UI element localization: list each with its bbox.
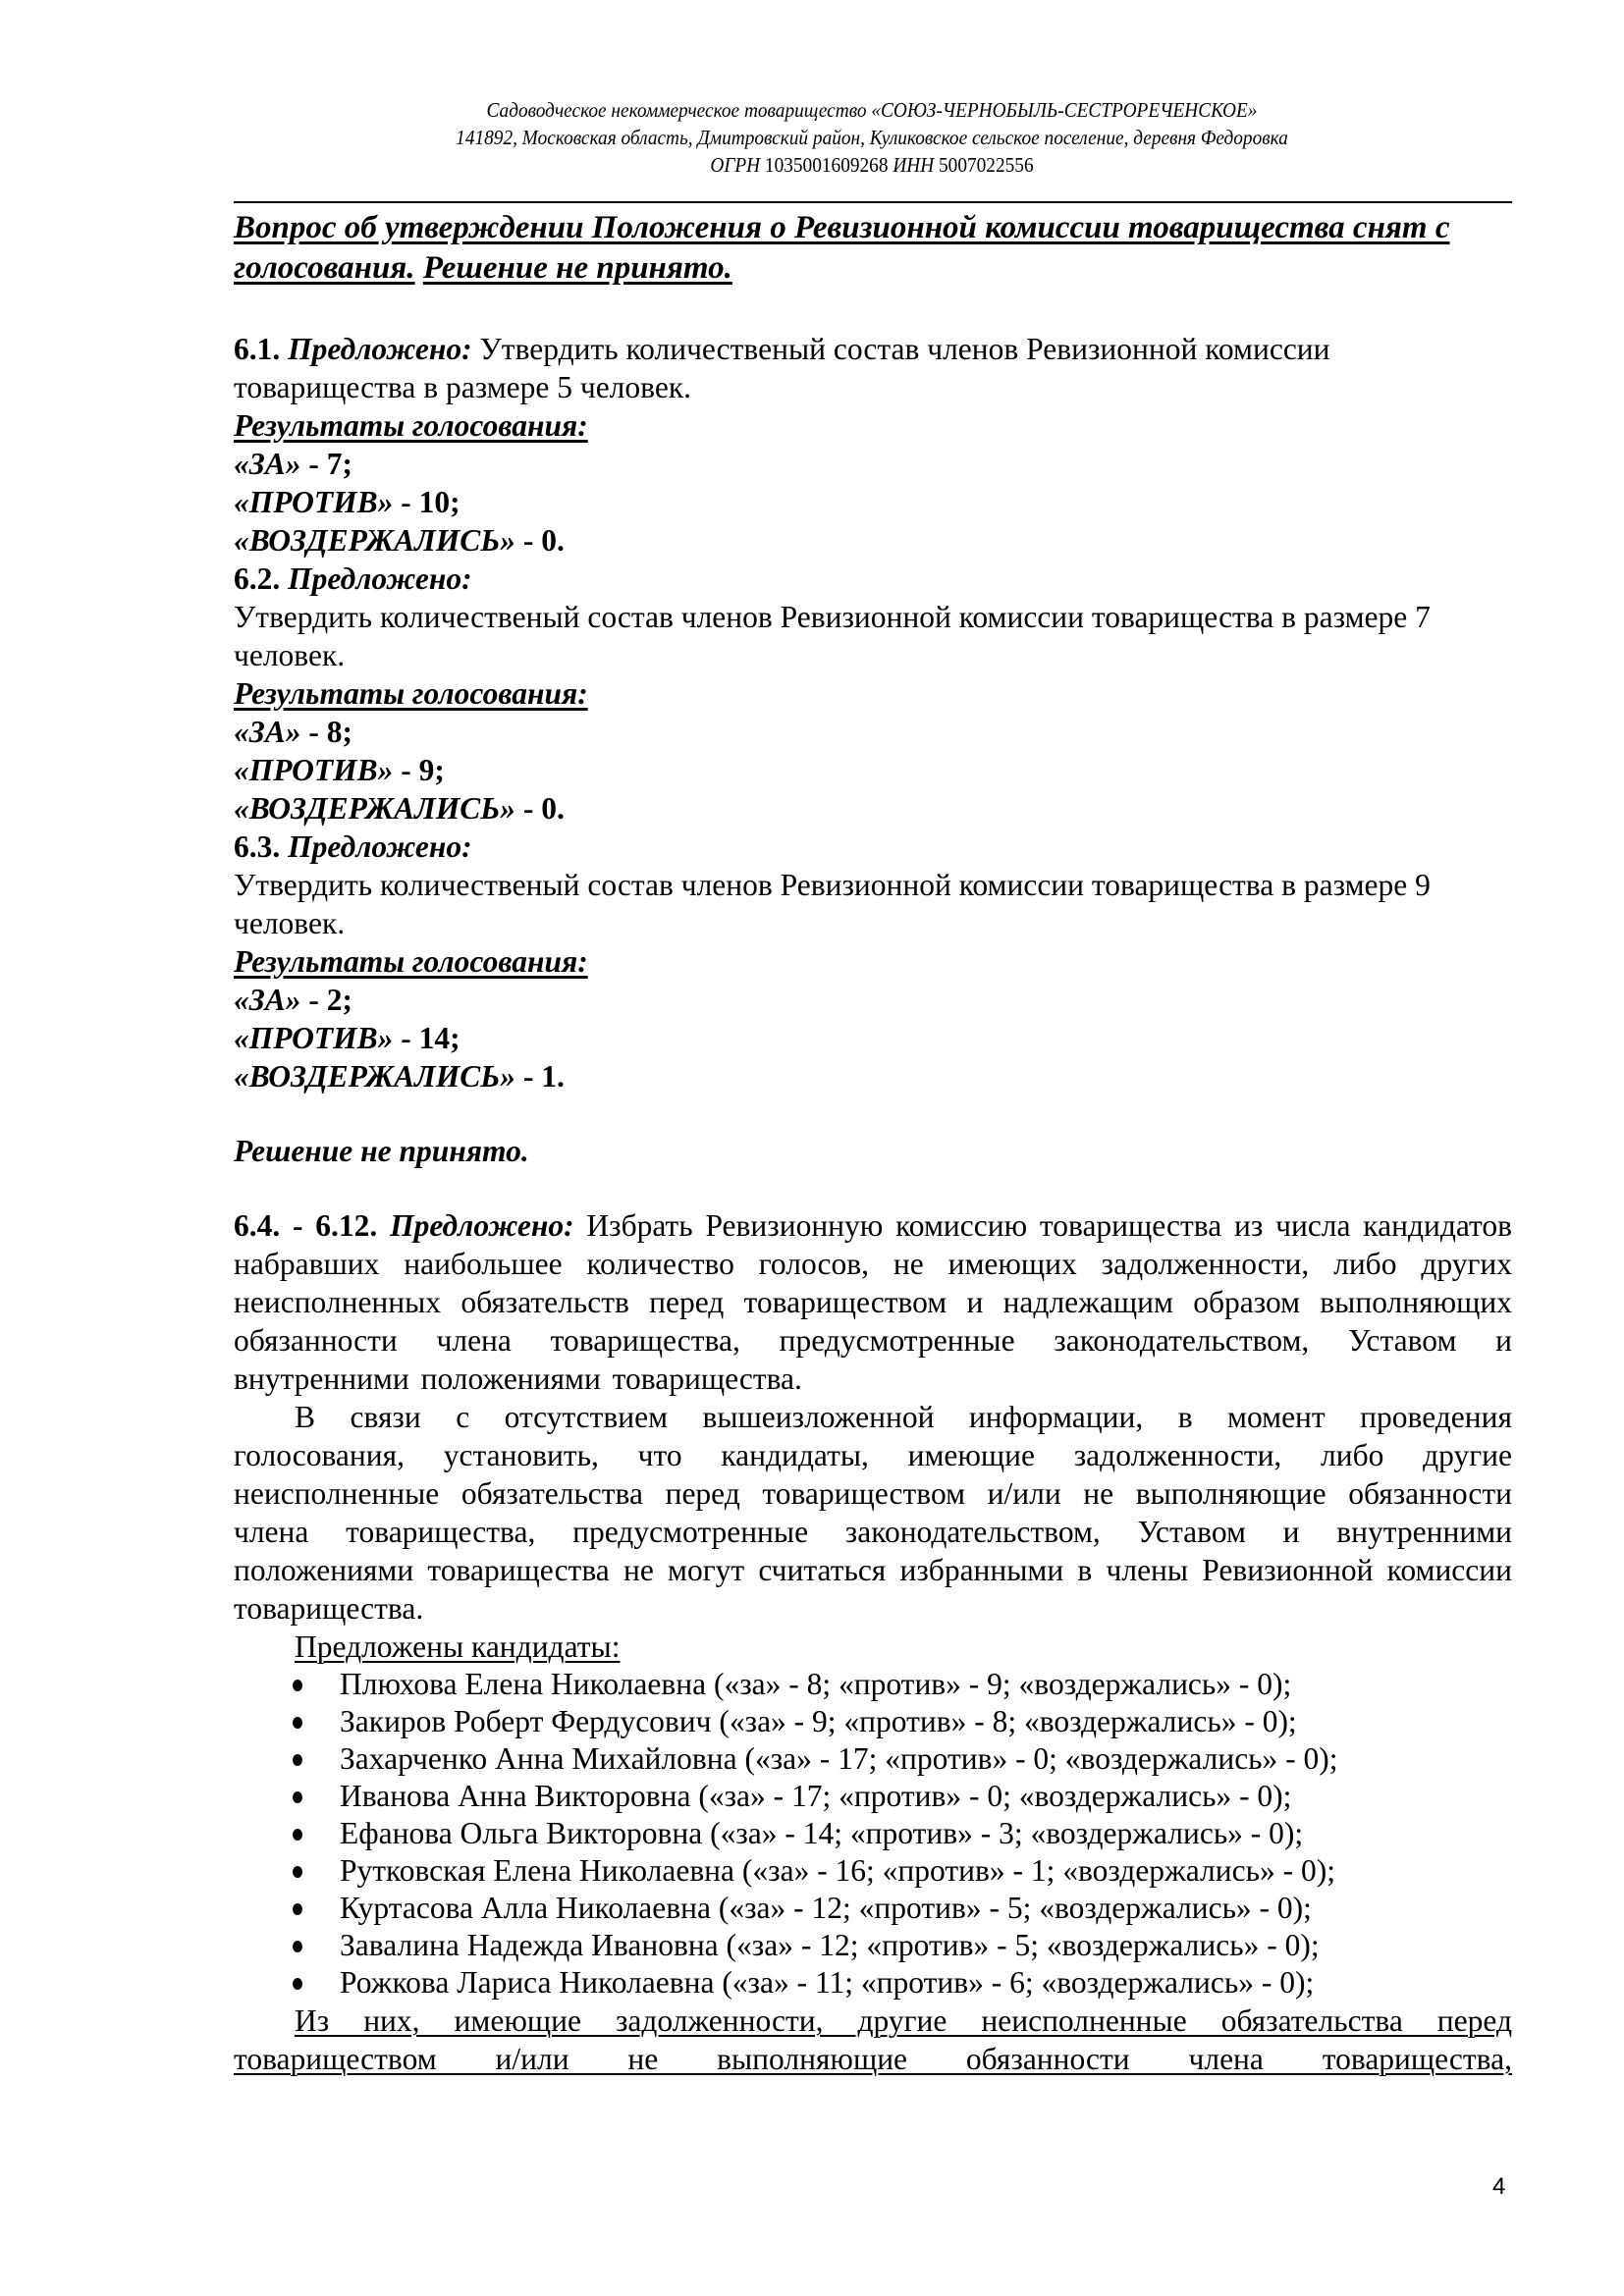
page-number: 4 <box>1492 2173 1506 2200</box>
proposal-text-cont: товарищества в размере 5 человек. <box>234 370 691 404</box>
letterhead-address: 141892, Московская область, Дмитровский район, Куликовское сельское поселение, деревня Федоровка <box>456 126 1288 149</box>
candidate-item <box>234 1927 1512 1964</box>
proposed-label: Предложено: <box>288 829 472 864</box>
proposed-label: Предложено: <box>390 1208 574 1243</box>
item-6-2 <box>234 560 1512 828</box>
header-divider <box>234 201 1512 203</box>
letterhead-registration <box>285 151 1459 179</box>
closing-line2: товариществом и/или не выполняющие обязанности члена товарищества, <box>234 2042 1512 2076</box>
vote-against-count: - 10; <box>393 485 460 519</box>
decision-not-adopted: Решение не принято. <box>234 1134 529 1168</box>
item-6-3-header <box>234 828 1512 866</box>
results-heading: Результаты голосования: <box>234 408 588 443</box>
vote-for-count: - 8; <box>300 715 353 749</box>
vote-against-count: - 14; <box>393 1021 460 1055</box>
bullet-icon <box>293 1754 302 1766</box>
bullet-icon <box>293 1866 302 1878</box>
item-number: 6.3. <box>234 829 281 864</box>
candidate-item <box>234 1778 1512 1815</box>
item-number: 6.2. <box>234 561 281 596</box>
proposed-label: Предложено: <box>288 332 472 366</box>
candidates-heading: Предложены кандидаты <box>295 1629 612 1664</box>
proposal-text: Утвердить количественый состав членов Ревизионной комиссии товарищества в размере 9 <box>234 868 1431 902</box>
closing-line1: Из них, имеющие задолженности, другие неисполненные обязательства перед <box>295 2003 1512 2038</box>
bullet-icon <box>293 1717 302 1729</box>
question-removed-decision: Решение не принято. <box>422 250 732 286</box>
vote-abstained-count: - 1. <box>514 1059 565 1094</box>
document-body <box>234 208 1512 2078</box>
candidates-list <box>234 1666 1512 2002</box>
vote-abstained <box>234 521 1512 560</box>
vote-for <box>234 445 1512 483</box>
proposal-text: Утвердить количественый состав членов Ревизионной комиссии товарищества в размере 7 <box>234 600 1431 634</box>
vote-for <box>234 981 1512 1019</box>
letterhead-org-name: Садоводческое некоммерческое товарищество «СОЮЗ-ЧЕРНОБЫЛЬ-СЕСТРОРЕЧЕНСКОЕ» <box>486 98 1258 122</box>
candidate-text: Захарченко Анна Михайловна («за» - 17; «против» - 0; «воздержались» - 0); <box>340 1741 1338 1776</box>
vote-for-count: - 2; <box>300 983 353 1017</box>
section-proposal-text: Избрать Ревизионную комиссию товарищества из числа кандидатов набравших наибольшее количество голосов, не имеющих задолженности, либо других неисполненных обязательств перед товариществом и надлежащим образом выполняющих обязанности члена товарищества, предусмотренные законодательством, Уставом и внутренними положениями товарищества. <box>234 1208 1513 1396</box>
inn-label: ИНН <box>893 153 935 177</box>
spacer <box>234 1170 1512 1206</box>
vote-against-label: «ПРОТИВ» <box>234 1021 394 1055</box>
candidate-item <box>234 1852 1512 1890</box>
section-number: 6.4. - 6.12. <box>234 1208 378 1243</box>
question-removed-line2 <box>234 248 1512 289</box>
ogrn-label: ОГРН <box>710 153 761 177</box>
vote-for <box>234 713 1512 751</box>
proposal-text-cont: человек. <box>234 906 346 940</box>
question-removed-voting: голосования. <box>234 250 415 286</box>
bullet-icon <box>293 1791 302 1803</box>
candidate-text: Куртасова Алла Николаевна («за» - 12; «против» - 5; «воздержались» - 0); <box>340 1891 1312 1925</box>
section-6-4-proposal <box>234 1206 1512 1398</box>
vote-abstained <box>234 789 1512 828</box>
item-number: 6.1. <box>234 332 281 366</box>
vote-abstained-count: - 0. <box>514 523 565 558</box>
vote-for-label: «ЗА» <box>234 983 301 1017</box>
vote-abstained-label: «ВОЗДЕРЖАЛИСЬ» <box>234 1059 515 1094</box>
bullet-icon <box>293 1680 302 1691</box>
results-heading: Результаты голосования: <box>234 676 588 711</box>
spacer <box>234 1095 1512 1132</box>
vote-against <box>234 1019 1512 1057</box>
vote-against <box>234 483 1512 521</box>
spacer <box>234 289 1512 330</box>
vote-abstained <box>234 1057 1512 1095</box>
bullet-icon <box>293 1941 302 1952</box>
question-removed-notice <box>234 208 1512 289</box>
vote-for-label: «ЗА» <box>234 715 301 749</box>
ogrn-value: 1035001609268 <box>764 153 889 177</box>
vote-against-label: «ПРОТИВ» <box>234 753 394 787</box>
candidate-text: Ефанова Ольга Викторовна («за» - 14; «против» - 3; «воздержались» - 0); <box>340 1816 1304 1850</box>
candidate-text: Рожкова Лариса Николаевна («за» - 11; «против» - 6; «воздержались» - 0); <box>340 1965 1315 2000</box>
vote-abstained-label: «ВОЗДЕРЖАЛИСЬ» <box>234 791 515 826</box>
candidates-heading-colon: : <box>611 1629 621 1664</box>
proposal-text-cont: человек. <box>234 638 346 672</box>
results-heading: Результаты голосования: <box>234 944 588 979</box>
candidate-item <box>234 1666 1512 1703</box>
question-removed-line1: Вопрос об утверждении Положения о Ревизионной комиссии товарищества снят с <box>234 210 1450 245</box>
inn-value: 5007022556 <box>939 153 1034 177</box>
vote-against <box>234 751 1512 789</box>
item-6-1 <box>234 330 1512 560</box>
vote-abstained-count: - 0. <box>514 791 565 826</box>
item-6-1-proposal <box>234 330 1512 368</box>
candidate-text: Плюхова Елена Николаевна («за» - 8; «против» - 9; «воздержались» - 0); <box>340 1667 1292 1701</box>
candidate-text: Рутковская Елена Николаевна («за» - 16; «против» - 1; «воздержались» - 0); <box>340 1853 1335 1888</box>
vote-for-label: «ЗА» <box>234 447 301 481</box>
candidates-heading-line <box>234 1628 1512 1666</box>
candidate-item <box>234 1740 1512 1778</box>
bullet-icon <box>293 1978 302 1990</box>
vote-against-count: - 9; <box>393 753 445 787</box>
candidate-text: Иванова Анна Викторовна («за» - 17; «против» - 0; «воздержались» - 0); <box>340 1779 1292 1813</box>
candidate-item <box>234 1890 1512 1927</box>
bullet-icon <box>293 1903 302 1915</box>
item-6-2-header <box>234 560 1512 598</box>
candidate-item <box>234 1964 1512 2002</box>
candidate-item <box>234 1703 1512 1740</box>
vote-abstained-label: «ВОЗДЕРЖАЛИСЬ» <box>234 523 515 558</box>
vote-for-count: - 7; <box>300 447 353 481</box>
candidate-text: Завалина Надежда Ивановна («за» - 12; «против» - 5; «воздержались» - 0); <box>340 1928 1320 1962</box>
item-6-3 <box>234 828 1512 1095</box>
proposed-label: Предложено: <box>288 561 472 596</box>
vote-against-label: «ПРОТИВ» <box>234 485 394 519</box>
letterhead <box>285 96 1459 179</box>
candidate-text: Закиров Роберт Фердусович («за» - 9; «против» - 8; «воздержались» - 0); <box>340 1704 1297 1738</box>
proposal-text: Утвердить количественый состав членов Ревизионной комиссии <box>479 332 1330 366</box>
section-6-4-paragraph2: В связи с отсутствием вышеизложенной информации, в момент проведения голосования, установить, что кандидаты, имеющие задолженности, либо другие неисполненные обязательства перед товариществом и/или не выполняющие обязанности члена товарищества, предусмотренные законодательством, Уставом и внутренними положениями товарищества не могут считаться избранными в члены Ревизионной комиссии товарищества. <box>234 1400 1512 1626</box>
bullet-icon <box>293 1829 302 1841</box>
candidate-item <box>234 1815 1512 1852</box>
